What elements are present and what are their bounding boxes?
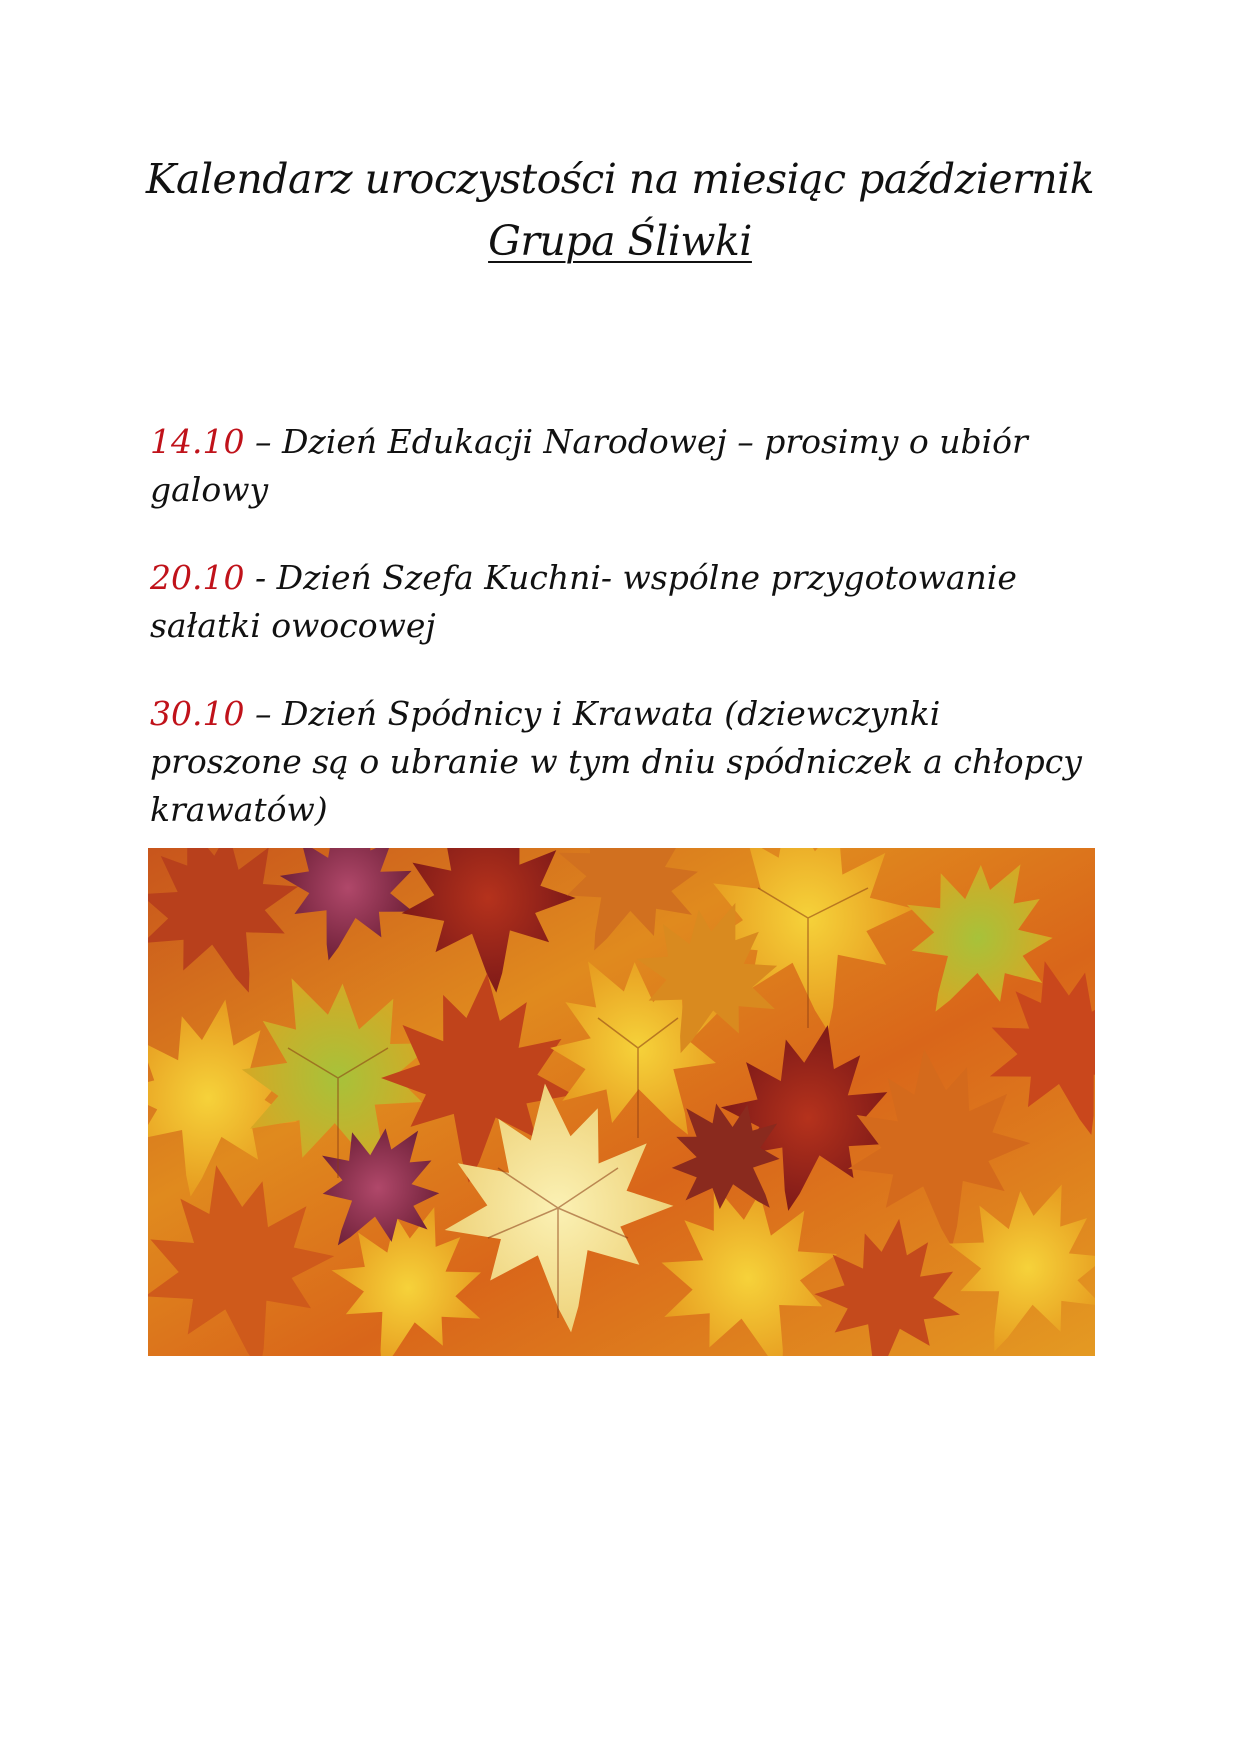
event-separator: –	[244, 422, 282, 461]
event-list	[150, 418, 1100, 874]
event-item	[150, 690, 1100, 834]
event-separator: –	[244, 694, 282, 733]
event-date: 20.10	[150, 558, 245, 597]
event-date: 30.10	[150, 694, 245, 733]
group-name: Grupa Śliwki	[488, 217, 752, 265]
event-description: Dzień Edukacji Narodowej – prosimy o ubiór galowy	[150, 422, 1028, 509]
page-header	[0, 148, 1240, 272]
event-item	[150, 554, 1100, 650]
event-date: 14.10	[150, 422, 245, 461]
event-separator: -	[244, 558, 277, 597]
page-title: Kalendarz uroczystości na miesiąc październik	[145, 155, 1095, 203]
event-description: Dzień Szefa Kuchni- wspólne przygotowanie sałatki owocowej	[150, 558, 1017, 645]
autumn-leaves-photo	[148, 848, 1095, 1356]
event-description: Dzień Spódnicy i Krawata (dziewczynki proszone są o ubranie w tym dniu spódniczek a chłopcy krawatów)	[150, 694, 1082, 829]
event-item	[150, 418, 1100, 514]
